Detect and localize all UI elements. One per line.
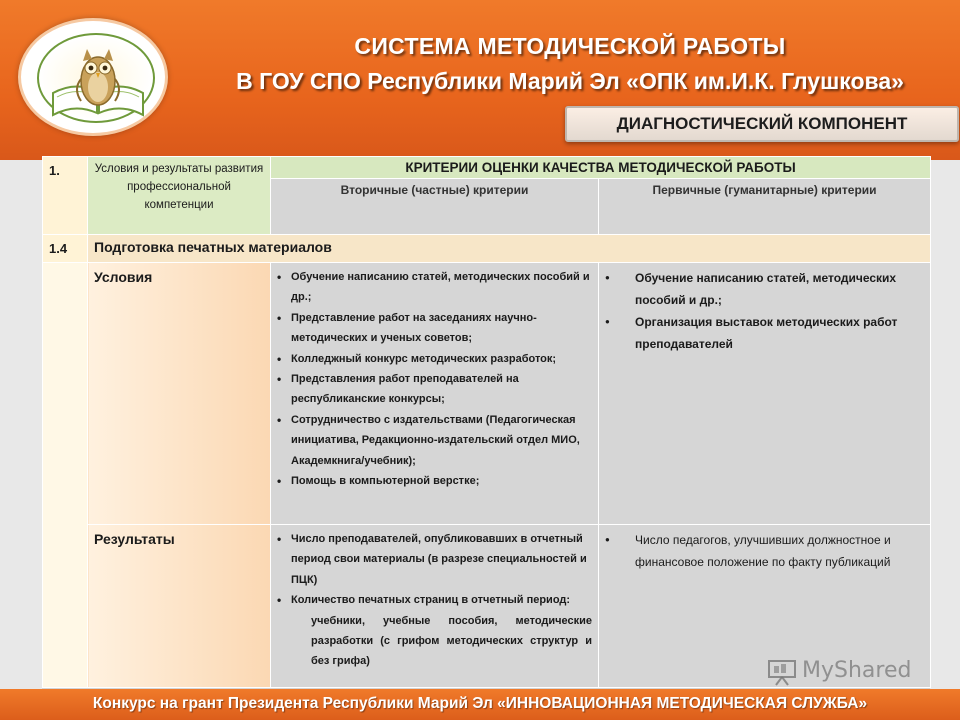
conditions-header-cell: Условия и результаты развития профессиональной компетенции (88, 157, 271, 235)
criteria-table (42, 156, 931, 688)
college-logo (18, 18, 168, 136)
conditions-secondary-list (275, 267, 592, 491)
presentation-board-icon (766, 658, 798, 686)
list-item: • Представление работ на заседаниях научно-методических и ученых советов; (275, 308, 592, 349)
results-secondary-cell (271, 525, 599, 688)
list-item-text: Количество печатных страниц в отчетный период: (291, 594, 571, 607)
list-item: ● Обучение написанию статей, методических пособий и др.; (603, 267, 924, 311)
list-item (275, 590, 592, 672)
slide-title-line2: В ГОУ СПО Республики Марий Эл «ОПК им.И.К. Глушкова» (236, 68, 904, 94)
list-item: ● Организация выставок методических работ преподавателей (603, 311, 924, 355)
logo-ring (37, 33, 155, 123)
list-item: ● Число педагогов, улучшивших должностное и финансовое положение по факту публикаций (603, 529, 924, 573)
conditions-primary-list (603, 267, 924, 355)
results-label-cell: Результаты (88, 525, 271, 688)
criteria-title-cell: КРИТЕРИИ ОЦЕНКИ КАЧЕСТВА МЕТОДИЧЕСКОЙ РАБОТЫ (271, 157, 931, 179)
list-item: • Обучение написанию статей, методических пособий и др.; (275, 267, 592, 308)
list-item: • Колледжный конкурс методических разработок; (275, 349, 592, 369)
results-primary-list (603, 529, 924, 573)
list-item: • Помощь в компьютерной верстке; (275, 471, 592, 491)
criteria-table-container (42, 156, 930, 689)
conditions-primary-cell (599, 263, 931, 525)
list-item: • Представления работ преподавателей на республиканские конкурсы; (275, 369, 592, 410)
table-header-row (43, 157, 931, 179)
list-item-subtext: учебники, учебные пособия, методические разработки (с грифом методических структур и без грифа) (311, 614, 592, 668)
list-item: • Число преподавателей, опубликовавших в отчетный период свои материалы (в разрезе специальностей и ПЦК) (275, 529, 592, 590)
component-label-box: ДИАГНОСТИЧЕСКИЙ КОМПОНЕНТ (565, 106, 959, 142)
conditions-row (43, 263, 931, 525)
section-number-cell: 1.4 (43, 235, 88, 263)
conditions-secondary-cell (271, 263, 599, 525)
slide-title-line1: СИСТЕМА МЕТОДИЧЕСКОЙ РАБОТЫ (354, 33, 786, 59)
watermark (766, 656, 926, 690)
empty-number-cell (43, 263, 88, 688)
list-item: • Сотрудничество с издательствами (Педагогическая инициатива, Редакционно-издательский отдел МИО, Академкнига/учебник); (275, 410, 592, 471)
header-number-cell: 1. (43, 157, 88, 235)
primary-criteria-header: Первичные (гуманитарные) критерии (599, 179, 931, 235)
slide-footer: Конкурс на грант Президента Республики Марий Эл «ИННОВАЦИОННАЯ МЕТОДИЧЕСКАЯ СЛУЖБА» (0, 689, 960, 720)
owl-book-logo-icon (39, 35, 157, 125)
results-secondary-list (275, 529, 592, 672)
slide-header (0, 0, 960, 160)
watermark-text: MyShared (802, 658, 912, 683)
section-row (43, 235, 931, 263)
secondary-criteria-header: Вторичные (частные) критерии (271, 179, 599, 235)
conditions-label-cell: Условия (88, 263, 271, 525)
section-title-cell: Подготовка печатных материалов (88, 235, 931, 263)
